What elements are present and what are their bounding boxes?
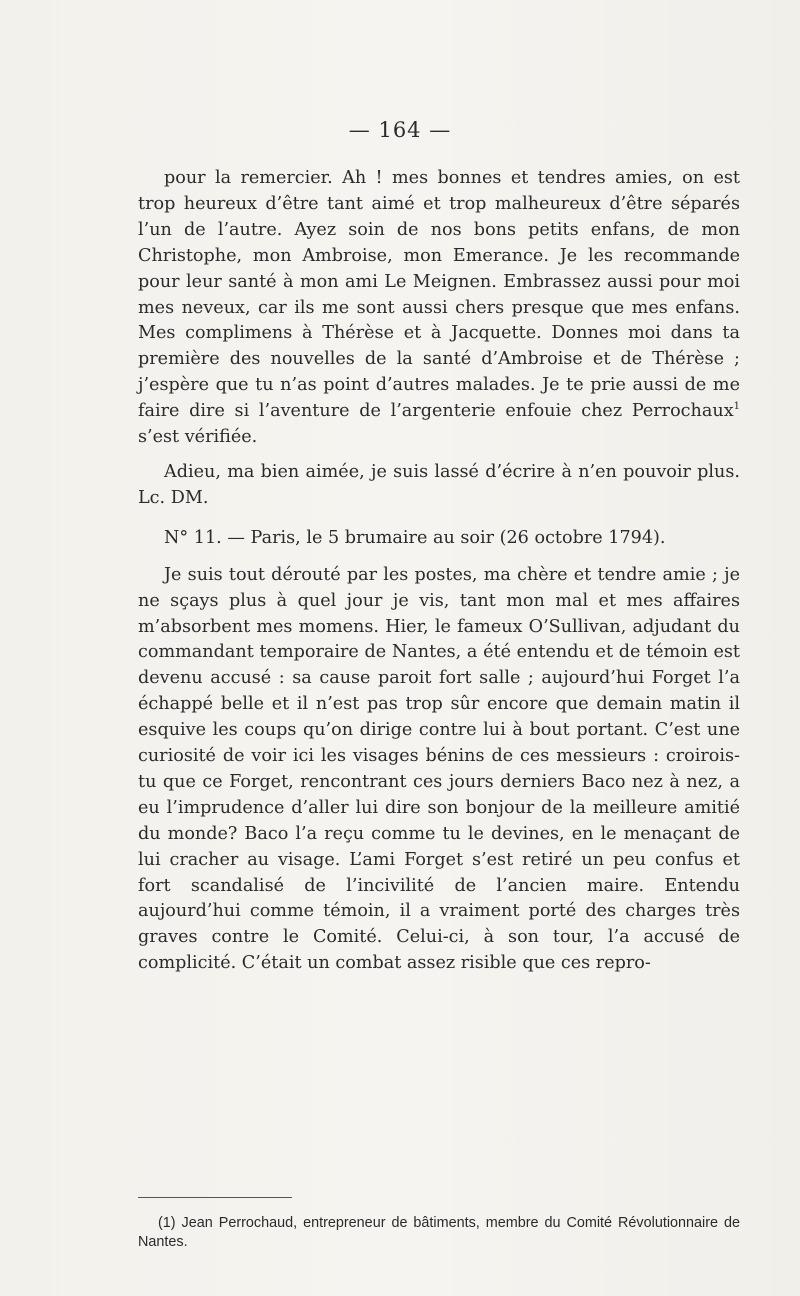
paragraph-letter-end (138, 166, 740, 451)
footnote-reference: 1 (733, 401, 740, 413)
paragraph-text: pour la remercier. Ah ! mes bonnes et tendres amies, on est trop heureux d’être tant aimé et trop malheureux d’être séparés l’un de l’autre. Ayez soin de nos bons petits enfans, de mon Christophe, mon Ambroise, mon Emerance. Je les recommande pour leur santé à mon ami Le Meignen. Embrassez aussi pour moi mes neveux, car ils me sont aussi chers presque que mes enfans. Mes complimens à Thérèse et à Jacquette. Donnes moi dans ta première des nouvelles de la santé d’Ambroise et de Thérèse ; j’espère que tu n’as point d’autres malades. Je te prie aussi de me faire dire si l’aventure de l’argenterie enfouie chez Perrochaux (138, 168, 740, 422)
letter-heading: N° 11. — Paris, le 5 brumaire au soir (26 octobre 1794). (164, 527, 666, 548)
page-number: — 164 — (348, 118, 452, 142)
paragraph-farewell: Adieu, ma bien aimée, je suis lassé d’écrire à n’en pouvoir plus. Lc. DM. (138, 461, 740, 508)
main-text (138, 166, 740, 977)
paragraph-text-tail: s’est vérifiée. (138, 427, 258, 448)
footnote: (1) Jean Perrochaud, entrepreneur de bâtiments, membre du Comité Révolutionnaire de Nantes. (138, 1215, 740, 1250)
footnote-divider (138, 1197, 292, 1198)
paragraph-letter-11: Je suis tout dérouté par les postes, ma chère et tendre amie ; je ne sçays plus à quel jour je vis, tant mon mal et mes affaires m’absorbent mes momens. Hier, le fameux O’Sullivan, adjudant du commandant temporaire de Nantes, a été entendu et de témoin est devenu accusé : sa cause paroit fort salle ; aujourd’hui Forget l’a échappé belle et il n’est pas trop sûr encore que demain matin il esquive les coups qu’on dirige contre lui à bout portant. C’est une curiosité de voir ici les visages bénins de ces messieurs : croirois-tu que ce Forget, rencontrant ces jours derniers Baco nez à nez, a eu l’imprudence d’aller lui dire son bonjour de la meilleure amitié du monde? Baco l’a reçu comme tu le devines, en le menaçant de lui cracher au visage. L’ami Forget s’est retiré un peu confus et fort scandalisé de l’incivilité de l’ancien maire. Entendu aujourd’hui comme témoin, il a vraiment porté des charges très graves contre le Comité. Celui-ci, à son tour, l’a accusé de complicité. C’était un combat assez risible que ces repro- (138, 564, 740, 974)
